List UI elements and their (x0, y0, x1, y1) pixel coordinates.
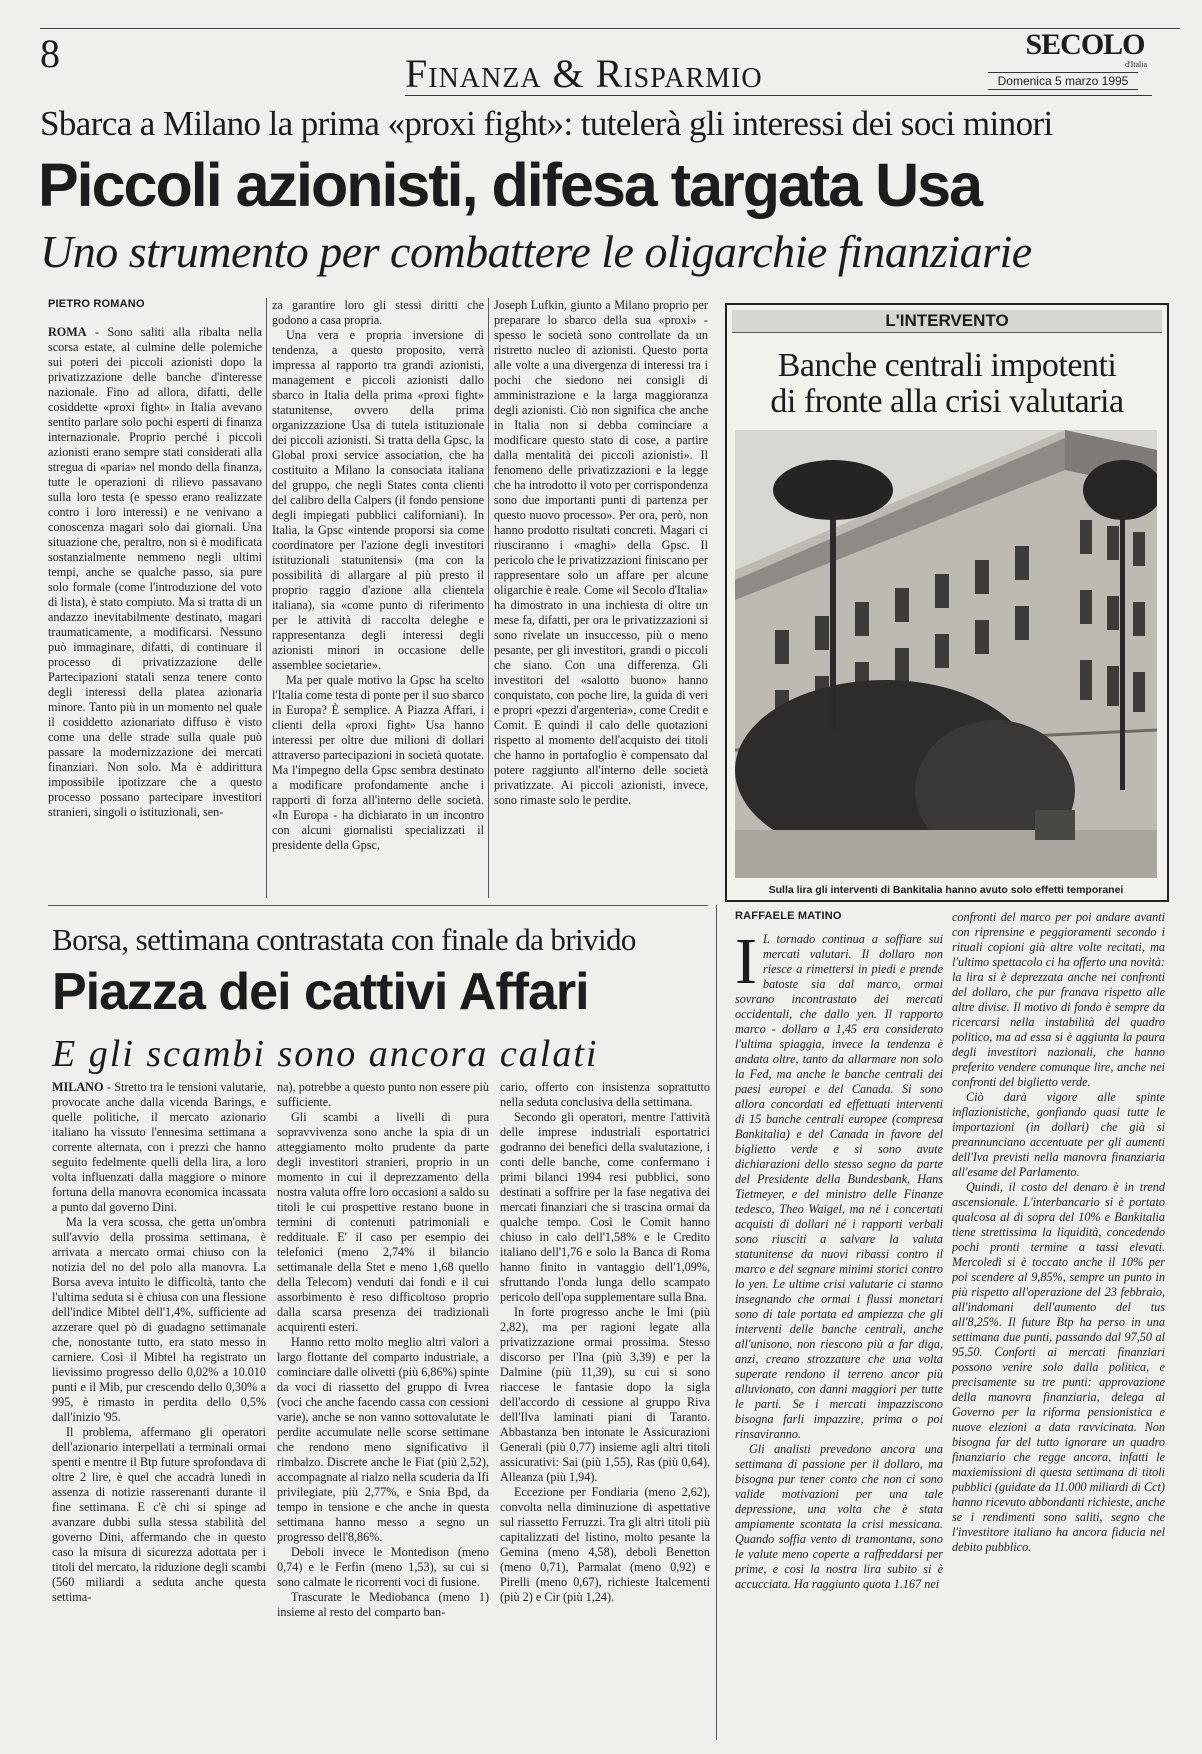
borsa-col3-paragraph-4: Eccezione per Fondiaria (meno 2,62), convolta nella diminuzione di aspettative sul riassetto Ferruzzi. Tra gli altri titoli più capitalizzati del listino, molto pesante la Gemina (meno 4,58), deboli Benetton (meno 0,71), Parmalat (meno 0,92) e Pirelli (meno 0,67), richieste Italcementi (più 2) e Cir (più 1,24). (500, 1485, 710, 1604)
box-col1-paragraph-1 (735, 932, 943, 1442)
bank-building-photo (735, 430, 1157, 878)
logo-subtitle: d'Italia (1125, 60, 1147, 69)
section-title: Finanza & Risparmio (405, 51, 763, 96)
borsa-col2-paragraph-2: Gli scambi a livelli di pura sopravvivenza sono anche la spia di un atteggiamento molto prudente da parte degli investitori stranieri, proprio in un momento in cui il deprezzamento della nostra valuta offre loro occasioni a saldo su titoli le cui prospettive restano buone in termini di contenuti patrimoniali e reddituale. E' il caso per esempio dei telefonici (meno 2,74% il bilancio settimanale della Stet e meno 1,68 quello della Telecom) venduti dai fondi e il cui assorbimento è reso difficoltoso proprio dalla scarsa presenza dei tradizionali acquirenti esteri. (277, 1110, 489, 1334)
box-column-1 (735, 932, 943, 1738)
issue-date: Domenica 5 marzo 1995 (988, 72, 1138, 90)
main-byline: PIETRO ROMANO (48, 298, 145, 310)
section-underline (405, 95, 1152, 96)
borsa-col3-paragraph-3: In forte progresso anche le Imi (più 2,82), ma per ragioni legate alla privatizzazione ormai prossima. Stesso discorso per l'Ina (più 3,39) e per la Dalmine (più 11,39), su cui si sono riaccese le fantasie dopo la sigla dell'accordo di cessione al gruppo Riva dell'Ilva laminati piani di Taranto. Abbastanza ben intonate le Assicurazioni Generali (più 0,77) insieme agli altri titoli assicurativi: Sai (più 1,55), Ras (più 0,64), Alleanza (più 1,94). (500, 1305, 710, 1484)
main-col2-paragraph-1: za garantire loro gli stessi diritti che godono a casa propria. (272, 298, 484, 327)
drop-cap: I (735, 932, 757, 998)
borsa-col1-paragraph-1 (52, 1080, 266, 1215)
box-col2-paragraph-3: Quindi, il costo del denaro è in trend ascensionale. L'interbancario si è portato qualcosa al di sopra del 10% e Bankitalia tiene strettissima la liquidità, concedendo pochi pronti termine a tassi elevati. Mercoledì si è toccato anche il 10% per poi scendere al 9,85%, sempre un punto in più rispetto all'operazione del 23 febbraio, all'indomani dell'aumento del tus all'8,25%. Il future Btp ha perso in una settimana due punti, passando dal 97,50 al 95,50. Conforti ai mercati finanziari possono venire solo dalla politica, e precisamente su tre punti: approvazione della manovra finanziaria, delega al Governo per la riforma pensionistica e nuove elezioni a data ravvicinata. Non bisogna far del tutto ignorare un quadro finanziario che regge ancora, infatti le maxiemissioni di questa settimana di titoli pubblici (guidate da 11.000 miliardi di Cct) hanno ricevuto abbondanti richieste, anche se i rendimenti sono saliti, segno che l'investitore italiano ha ancora fiducia nel debito pubblico. (952, 1180, 1165, 1554)
main-dateline: ROMA (48, 325, 87, 339)
column-rule (716, 905, 717, 1740)
borsa-col1-paragraph-2: Ma la vera scossa, che getta un'ombra sull'avvio della prossima settimana, è arrivata a mercato ormai chiuso con la notizia del no del polo alla manovra. La Borsa aveva intuito le difficoltà, tanto che l'ultima seduta si è chiusa con una flessione dell'indice Mibtel dell'1,4%, sufficiente ad azzerare quel pò di guadagno settimanale che, nonostante tutto, era stato messo in carniere. Così il Mibtel ha registrato un lievissimo progresso dello 0,02% a 10.010 punti e il Mib, pur crescendo dello 0,30% a 995, è rimasto in perdita dello 0,5% dall'inizio '95. (52, 1215, 266, 1424)
box-col1-text: L tornado continua a soffiare sui mercati valutari. Il dollaro non riesce a rimettersi in piedi e prende batoste sia dal marco, ormai sovrano incontrastato dei mercati occidentali, che dallo yen. Il rapporto marco - dollaro a 1,45 era considerato l'ultima spiaggia, invece la tendenza è andata oltre, tanto da allarmare non solo la Fed, ma anche le banche centrali dei paesi europei e del Canada. Si sono allora concordati ed effettuati interventi di 15 banche centrali europee (compresa Bankitalia) e del Canada in favore del biglietto verde e si sono avute dichiarazioni dello stesso segno da parte del Presidente della Bundesbank, Hans Tietmeyer, e del ministro delle Finanze tedesco, Theo Waigel, ma né i concertati acquisti di dollari né i rapporti verbali sono riusciti a salvare la valuta statunitense da nuovi ribassi contro il marco e del segnare minimi storici contro lo yen. Le ultime crisi valutarie ci stanno insegnando che ormai i flussi monetari sono di tale portata ed ampiezza che gli interventi delle banche centrali, anche all'unisono, non riescono più a far diga, anzi, creano strozzature che una volta superate rendono il terreno ancor più alluvionato, con danni maggiori per tutte le parti. Se i mercati impazziscono bisogna farli impazzire, prima o poi rinsaviranno. (735, 932, 943, 1441)
main-col1-text: - Sono saliti alla ribalta nella scorsa estate, al culmine delle polemiche sui poteri dei piccoli azionisti dopo la privatizzazione delle banche d'interesse nazionale. Fino ad allora, difatti, delle cosiddette «proxi fight» in Italia avevano sentito parlare solo pochi esperti di finanza internazionale. Proprio perché i piccoli azionisti erano sempre stati considerati alla stregua di «paria» nel mondo della finanza, tutte le operazioni di rilievo passavano sulla loro testa (e spesso erano realizzate contro i loro interessi) e ne venivano a conoscenza magari solo dai giornali. Una situazione che, peraltro, non si è modificata sostanzialmente nemmeno negli ultimi tempi, anche se qualche passo, sia pure solo formale (come l'introduzione del voto di lista), è stato compiuto. Ma si tratta di un andazzo inevitabilmente destinato, magari traumaticamente, a modificarsi. Nessuno può immaginare, difatti, di continuare il processo di privatizzazione delle Partecipazioni statali senza tenere conto degli interessi della platea azionaria minore. Tanto più in un momento nel quale il cosiddetto azionariato diffuso è visto come una delle strade sulla quale può passare la modernizzazione dei mercati finanziari. Non solo. Ma è addirittura impossibile ipotizzare che a questo processo possano partecipare investitori stranieri, singoli o istituzionali, sen- (48, 325, 262, 819)
intervento-box (725, 303, 1169, 902)
borsa-column-1 (52, 1080, 266, 1738)
box-title-line-1: Banche centrali impotenti (777, 347, 1117, 384)
borsa-kicker: Borsa, settimana contrastata con finale da brivido (52, 922, 636, 957)
column-rule (488, 298, 489, 898)
box-col2-paragraph-2: Ciò darà vigore alle spinte inflazionistiche, gonfiando quasi tutte le importazioni (in dollari) che già si preannunciano accentuate per gli aumenti dell'Iva previsti nella manovra finanziaria all'esame del Parlamento. (952, 1090, 1165, 1179)
main-headline: Piccoli azionisti, difesa targata Usa (38, 151, 982, 219)
box-col1-paragraph-2: Gli analisti prevedono ancora una settimana di passione per il dollaro, ma bisogna pur tener conto che non ci sono valide motivazioni per una tale depressione, una volta che è stata ampiamente scontata la crisi messicana. Quando soffia vento di tramontana, sono le valute meno coperte a raffreddarsi per prime, e così la nostra lira subito si è accucciata. Ha raggiunto quota 1.167 nei (735, 1442, 943, 1591)
main-col2-paragraph-3: Ma per quale motivo la Gpsc ha scelto l'Italia come testa di ponte per il suo sbarco in Europa? È semplice. A Piazza Affari, i clienti della «proxi fight» Usa hanno interessi per oltre due milioni di dollari attraverso partecipazioni in società quotate. Ma l'impegno della Gpsc sembra destinato a modificare profondamente anche i rapporti di forza all'interno delle società. «In Europa - ha dichiarato in un incontro con alcuni giornalisti specializzati il presidente della Gpsc, (272, 673, 484, 852)
box-title (727, 348, 1167, 420)
photo-caption: Sulla lira gli interventi di Bankitalia hanno avuto solo effetti temporanei (768, 884, 1124, 896)
logo-name: SECOLO (1025, 28, 1145, 61)
borsa-column-2 (277, 1080, 489, 1738)
box-title-line-2: di fronte alla crisi valutaria (770, 383, 1124, 420)
main-subhead: Uno strumento per combattere le oligarchie finanziarie (40, 226, 1032, 277)
box-column-2 (952, 910, 1165, 1738)
box-col2-paragraph-1: confronti del marco per poi andare avanti con riprensine e peggioramenti secondo i rituali copioni già altre volte recitati, ma l'ultimo spettacolo ci ha offerto una novità: la lira si è deprezzata anche nei confronti del dollaro, che pur franava rispetto alle altre divise. Il motivo di fondo è sempre da ricercarsi nella instabilità del quadro politico, ma ad essa si è aggiunta la paura degli investitori nazionali, che hanno preferito vendere comunque lire, anche nei confronti del biglietto verde. (952, 910, 1165, 1089)
main-col2-paragraph-2: Una vera e propria inversione di tendenza, a questo proposito, verrà impressa al rapporto tra grandi azionisti, management e piccoli azionisti dallo sbarco in Italia della prima «proxi fight» statunitense, ovvero della prima organizzazione Usa di tutela istituzionale dei piccoli azionisti. Si tratta della Gpsc, la Global proxi service association, che ha costituito a Milano la consociata italiana del gruppo, che negli States conta clienti del calibro della Calpers (il fondo pensione degli impiegati pubblici californiani). In Italia, la Gpsc «intende proporsi sia come coordinatore per l'azione degli investitori istituzionali statunitensi» (ma con la possibilità di allargare al più presto il proprio raggio d'azione alla clientela italiana), sia «come punto di riferimento per le attività di raccolta deleghe e rappresentanza degli interessi degli azionisti minori in occasione delle assemblee societarie». (272, 328, 484, 672)
newspaper-logo (995, 30, 1175, 69)
borsa-col1-paragraph-3: Il problema, affermano gli operatori dell'azionario interpellati a terminali ormai spenti e mentre il Btp future sprofondava di oltre 2 lire, è quel che accadrà lunedì in assenza di notizie rasserenanti durante il fine settimana. E c'è chi si spinge ad avanzare dubbi sulla stessa stabilità del governo Dini, affermando che in questo caso la misura di sicurezza adottata per i titoli del mercato, la riduzione degli scambi (560 miliardi a seduta anche questa settima- (52, 1425, 266, 1604)
borsa-col1-text: - Stretto tra le tensioni valutarie, provocate anche dalla vicenda Barings, e quelle politiche, il mercato azionario italiano ha vissuto l'ennesima settimana a corrente alternata, con i prezzi che hanno seguito fedelmente quelli della lira, a loro volta influenzati dalla maggiore o minore fortuna della manovra economica incassata a punto dal governo Dini. (52, 1080, 266, 1214)
borsa-subhead: E gli scambi sono ancora calati (52, 1033, 599, 1075)
page-number: 8 (40, 31, 60, 76)
borsa-col2-paragraph-5: Trascurate le Mediobanca (meno 1) insieme al resto del comparto ban- (277, 1590, 489, 1619)
masthead-rule (40, 28, 1180, 29)
borsa-column-3 (500, 1080, 710, 1738)
main-column-1 (48, 325, 262, 895)
box-label: L'INTERVENTO (732, 310, 1162, 333)
main-col3-paragraph: Joseph Lufkin, giunto a Milano proprio per preparare lo sbarco della sua «proxi» - spesso le società sono controllate da un ristretto nucleo di azionisti. Questo porta alle volte a una divergenza di interessi tra i pochi che siedono nei consigli di amministrazione e la larga maggioranza degli azionisti. Ciò non significa che anche in Italia non si debba cominciare a modificare questo stato di cose, a partire dalla mentalità dei piccoli azionisti». Il fenomeno delle privatizzazioni e la legge che ha introdotto il voto per corrispondenza sono due importanti punti di partenza per questo nuovo processo». Per ora, però, non hanno prodotto risultati concreti. Magari ci riusciranno i «maghi» della Gpsc. Il pericolo che le privatizzazioni finiscano per rappresentare solo un affare per alcune oligarchie è reale. Come «il Secolo d'Italia» ha dimostrato in una inchiesta di oltre un mese fa, difatti, per ora le privatizzazioni si sono rivelate un insuccesso, più o meno pesante, per gli investitori, grandi o piccoli che siano. Con una differenza. Gli investitori del «salotto buono» hanno conquistato, con poche lire, la guida di veri e propri «pezzi d'argenteria», come Credit e Comit. E quindi il calo delle quotazioni rispetto al momento dell'acquisto dei titoli che hanno in portafoglio è compensato dal potere raggiunto all'interno delle società privatizzate. Ai piccoli azionisti, invece, sono rimaste solo le perdite. (494, 298, 708, 807)
borsa-col2-paragraph-4: Deboli invece le Montedison (meno 0,74) e le Ferfin (meno 1,53), su cui si sono calmate le ricorrenti voci di fusione. (277, 1545, 489, 1589)
box-byline: RAFFAELE MATINO (735, 910, 842, 922)
borsa-col3-paragraph-2: Secondo gli operatori, mentre l'attività delle imprese industriali esportatrici godranno dei benefici della svalutazione, i conti delle banche, come confermano i primi bilanci 1994 resi pubblici, sono destinati a soffrire per la fase negativa dei mercati finanziari che si trascina ormai da qualche tempo. Così le Comit hanno chiuso in calo dell'1,58% e le Credito italiano dell'1,76 e solo la Banca di Roma hanno finito in vantaggio dell'1,09%, sfruttando l'onda lunga dello scampato pericolo dell'opa supplementare sulla Bna. (500, 1110, 710, 1304)
column-rule (266, 298, 267, 898)
borsa-headline: Piazza dei cattivi Affari (52, 963, 589, 1021)
main-kicker: Sbarca a Milano la prima «proxi fight»: tutelerà gli interessi dei soci minori (40, 104, 1053, 143)
main-col1-paragraph (48, 325, 262, 820)
borsa-col2-paragraph-3: Hanno retto molto meglio altri valori a largo flottante del comparto industriale, a cominciare dalle olivetti (più 6,86%) spinte da voci di riassetto del gruppo di Ivrea (voci che anche facendo cassa con cessioni varie), anche se non vanno sottovalutate le perdite accumulate nelle scorse settimane che rendono meno significativo il rimbalzo. Discrete anche le Fiat (più 2,52), accompagnate al rialzo nella scuderia da Ifi privilegiate, più 2,77%, e Snia Bpd, da tempo in tensione e che anche in questa settimana hanno messo a segno un progresso dell'8,86%. (277, 1335, 489, 1544)
borsa-col2-paragraph-1: na), potrebbe a questo punto non essere più sufficiente. (277, 1080, 489, 1109)
borsa-col3-paragraph-1: cario, offerto con insistenza soprattutto nella seduta conclusiva della settimana. (500, 1080, 710, 1109)
section-rule (48, 905, 708, 906)
main-column-2 (272, 298, 484, 895)
borsa-dateline: MILANO (52, 1080, 104, 1094)
main-column-3 (494, 298, 708, 895)
